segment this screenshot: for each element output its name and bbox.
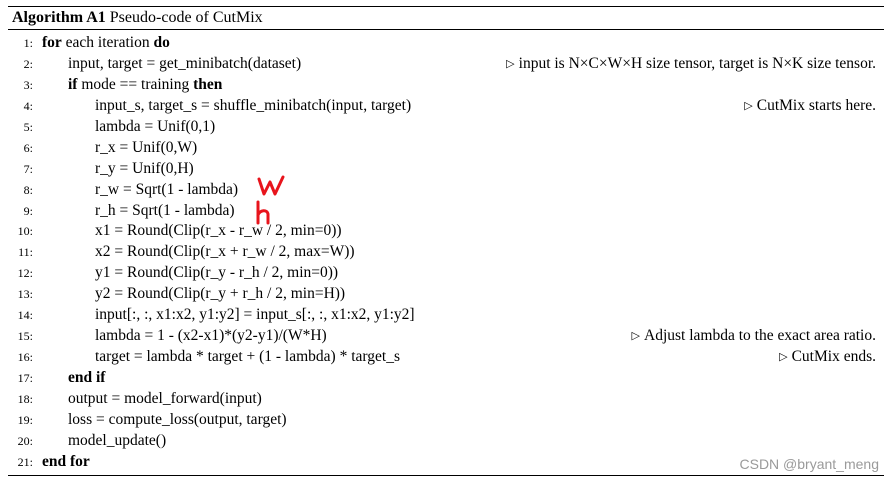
code-text [42,33,170,54]
statement: x2 = Round(Clip(r_x + r_w / 2, max=W)) [95,243,355,261]
line-comment [744,96,876,118]
bottom-rule [8,475,884,476]
statement: output = model_forward(input) [68,389,262,407]
statement: r_x = Unif(0,W) [95,138,198,156]
handwritten-h-annotation [252,199,276,227]
statement: model_update() [68,431,167,449]
statement: input[:, :, x1:x2, y1:y2] = input_s[:, :, x1:x2, y1:y2] [95,306,415,324]
comment-text: CutMix ends. [791,348,876,366]
algorithm-line [8,347,884,368]
code-text [68,389,262,410]
algorithm-line [8,263,884,284]
line-comment [632,326,876,348]
statement: input, target = get_minibatch(dataset) [68,54,302,72]
keyword: if [68,75,78,93]
comment-triangle-icon: ▷ [631,330,641,343]
code-text [95,347,400,368]
keyword: then [193,75,223,93]
algorithm-line [8,389,884,410]
statement: r_w = Sqrt(1 - lambda) [95,180,239,198]
code-text [68,54,301,75]
code-text [95,326,327,347]
statement: x1 = Round(Clip(r_x - r_w / 2, min=0)) [95,222,342,240]
algorithm-line [8,159,884,180]
line-number: 18: [17,391,33,406]
algorithm-title: Pseudo-code of CutMix [109,9,263,26]
statement: each iteration [61,34,154,51]
algorithm-line [8,117,884,138]
line-number: 4: [23,98,33,113]
algorithm-box [8,6,884,476]
line-comment [506,54,876,76]
keyword: do [153,34,170,51]
line-number: 8: [23,182,33,197]
algorithm-line [8,33,884,54]
algorithm-line [8,221,884,242]
algorithm-line [8,201,884,222]
comment-triangle-icon: ▷ [779,351,788,364]
algorithm-line [8,431,884,452]
code-text [95,242,355,263]
code-text [68,75,222,96]
keyword: end for [42,452,90,470]
algorithm-line [8,242,884,263]
code-text [42,452,90,473]
statement: loss = compute_loss(output, target) [68,410,287,428]
statement: lambda = Unif(0,1) [95,117,216,135]
comment-text: Adjust lambda to the exact area ratio. [644,327,876,345]
algorithm-line [8,54,884,75]
statement: target = lambda * target + (1 - lambda) * target_s [95,348,401,366]
line-number: 7: [23,161,33,176]
statement: r_h = Sqrt(1 - lambda) [95,201,235,219]
statement: lambda = 1 - (x2-x1)*(y2-y1)/(W*H) [95,327,327,345]
code-text [95,117,215,138]
algorithm-line [8,75,884,96]
line-number: 13: [17,287,33,302]
algorithm-line [8,326,884,347]
statement: y2 = Round(Clip(r_y + r_h / 2, min=H)) [95,285,346,303]
line-number: 11: [18,245,33,260]
code-text [95,221,342,242]
comment-triangle-icon: ▷ [744,99,753,112]
line-number: 15: [17,329,33,344]
line-number: 16: [17,350,33,365]
line-number: 21: [17,454,33,469]
algorithm-line [8,284,884,305]
algorithm-line [8,180,884,201]
line-comment [779,347,876,369]
code-text [95,201,235,222]
algorithm-caption [8,7,884,29]
handwritten-w-annotation [256,174,288,200]
algorithm-body [8,30,884,475]
statement: r_y = Unif(0,H) [95,159,194,177]
algorithm-line [8,96,884,117]
keyword: for [42,34,62,51]
code-text [95,305,415,326]
line-number: 14: [17,308,33,323]
line-number: 19: [17,412,33,427]
line-number: 20: [17,433,33,448]
algorithm-line [8,305,884,326]
code-text [68,431,166,452]
line-number: 3: [23,77,33,92]
algorithm-line [8,368,884,389]
code-text [95,159,194,180]
code-text [68,368,105,389]
line-number: 9: [23,203,33,218]
algorithm-label: Algorithm A1 [12,9,106,26]
line-number: 12: [17,266,33,281]
keyword: end if [68,369,106,386]
code-text [95,263,338,284]
statement: mode == training [77,75,194,93]
statement: input_s, target_s = shuffle_minibatch(input, target) [95,96,412,114]
code-text [95,96,411,117]
algorithm-line [8,410,884,431]
statement: y1 = Round(Clip(r_y - r_h / 2, min=0)) [95,264,339,282]
line-number: 1: [23,36,33,50]
code-text [95,138,197,159]
code-text [95,284,345,305]
line-number: 6: [23,140,33,155]
code-text [68,410,287,431]
algorithm-line [8,138,884,159]
code-text [95,180,238,201]
csdn-watermark: CSDN @bryant_meng [739,456,879,472]
line-number: 5: [23,119,33,134]
comment-text: input is N×C×W×H size tensor, target is N×K size tensor. [518,54,876,72]
line-number: 2: [23,56,33,71]
line-number: 17: [17,371,33,385]
comment-text: CutMix starts here. [756,96,876,114]
comment-triangle-icon: ▷ [506,57,515,70]
line-number: 10: [17,224,33,239]
